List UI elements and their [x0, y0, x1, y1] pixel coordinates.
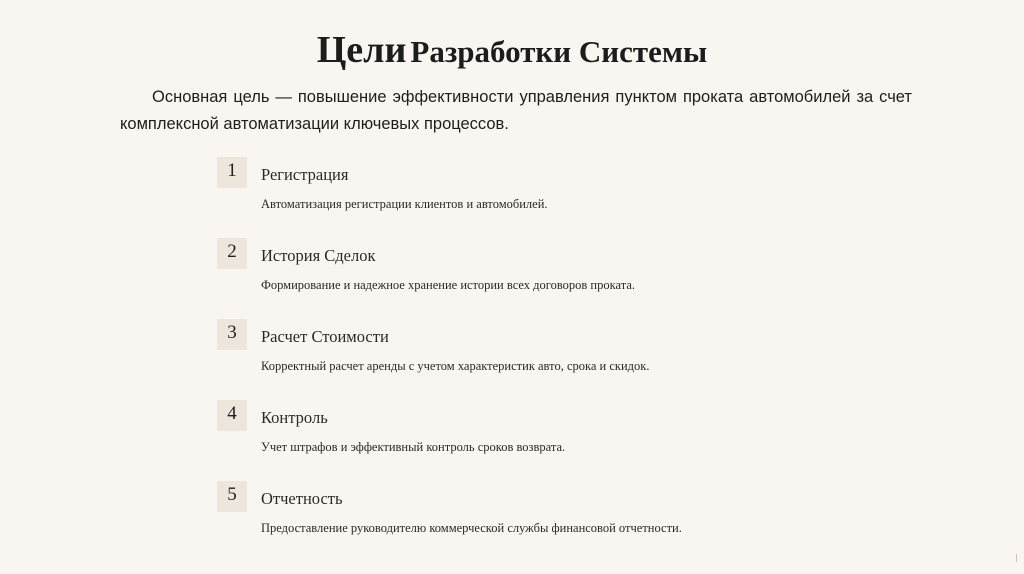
goal-number-badge: 2 [217, 238, 247, 269]
goal-title: Отчетность [261, 489, 343, 508]
slide-title [0, 28, 1024, 72]
goal-title: Контроль [261, 408, 328, 427]
slide-title-part-1: Цели [316, 29, 407, 71]
goal-number-badge: 5 [217, 481, 247, 512]
goal-title: Регистрация [261, 165, 349, 184]
goal-item-registration [217, 157, 917, 238]
goal-item-control [217, 400, 917, 481]
intro-paragraph: Основная цель — повышение эффективности управления пунктом проката автомобилей за счет комплексной автоматизации ключевых процессов. [120, 88, 912, 133]
page-edge-mark [1016, 554, 1017, 562]
goal-description: Автоматизация регистрации клиентов и автомобилей. [261, 197, 548, 211]
goal-description: Корректный расчет аренды с учетом характеристик авто, срока и скидок. [261, 359, 650, 373]
goal-title: История Сделок [261, 246, 376, 265]
goal-description: Учет штрафов и эффективный контроль сроков возврата. [261, 440, 566, 454]
goal-item-deal-history [217, 238, 917, 319]
goal-title: Расчет Стоимости [261, 327, 389, 346]
slide-title-part-2: Разработки Системы [410, 34, 708, 69]
goal-number-badge: 4 [217, 400, 247, 431]
goal-number-badge: 1 [217, 157, 247, 188]
goal-description: Предоставление руководителю коммерческой службы финансовой отчетности. [261, 521, 682, 535]
goal-item-reporting [217, 481, 917, 562]
goal-description: Формирование и надежное хранение истории всех договоров проката. [261, 278, 636, 292]
goal-number-badge: 3 [217, 319, 247, 350]
goals-list [217, 157, 917, 562]
goal-item-cost-calculation [217, 319, 917, 400]
